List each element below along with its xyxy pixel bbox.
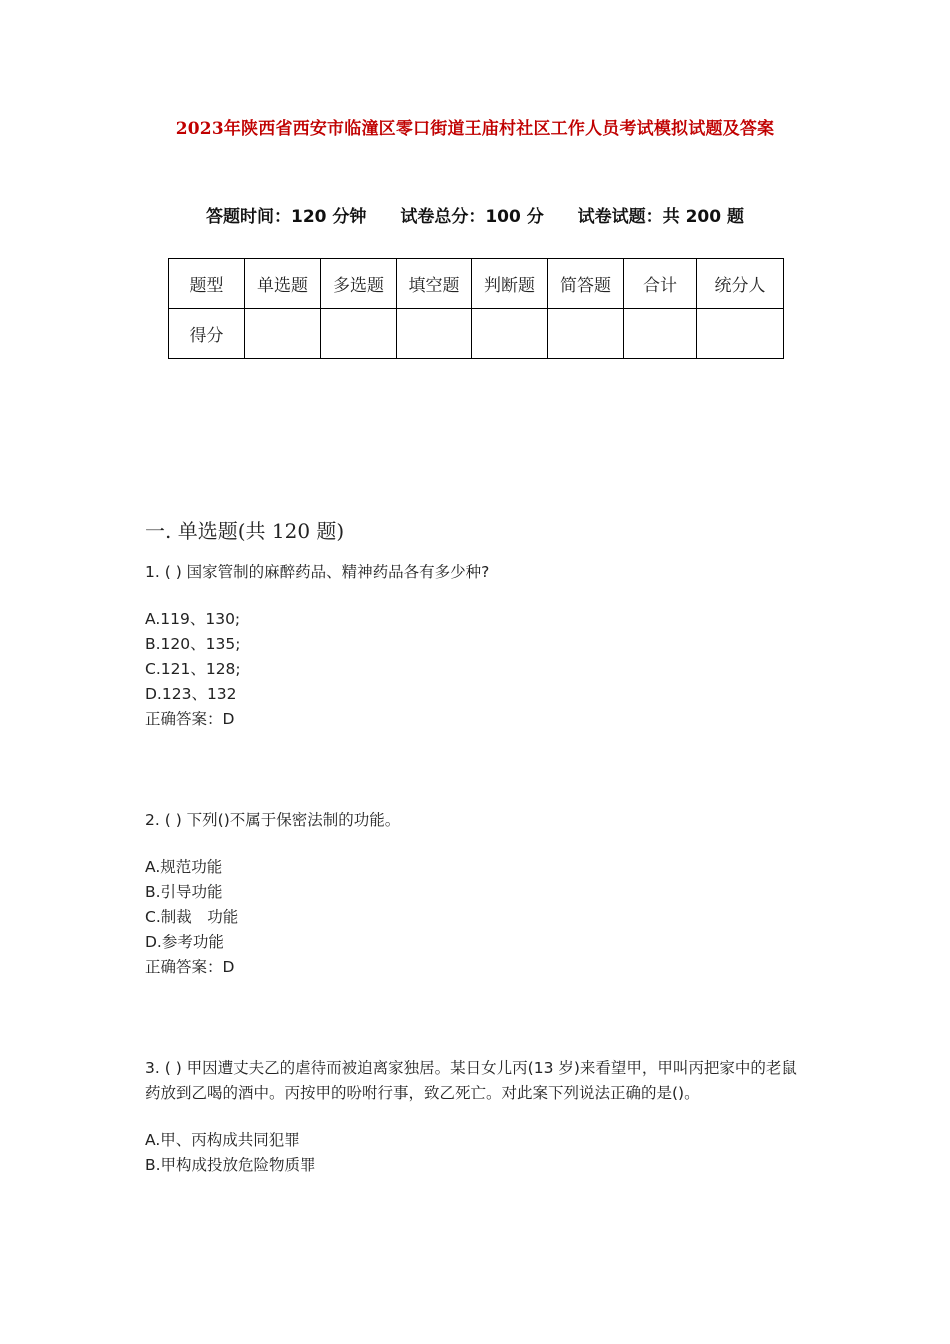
question-1 (145, 560, 810, 732)
score-cell (397, 309, 472, 359)
score-cell (245, 309, 321, 359)
question-option: A.规范功能 (145, 858, 223, 876)
score-cell (624, 309, 697, 359)
question-option: A.甲、丙构成共同犯罪 (145, 1131, 300, 1149)
score-table (168, 258, 784, 359)
score-table-header-cell: 判断题 (472, 259, 548, 309)
exam-meta (0, 202, 950, 227)
score-cell (321, 309, 397, 359)
score-table-header-cell: 多选题 (321, 259, 397, 309)
score-table-row-label: 得分 (169, 309, 245, 359)
question-answer: 正确答案：D (145, 958, 235, 976)
exam-question-count: 试卷试题：共 200 题 (577, 207, 744, 227)
question-3 (145, 1056, 810, 1178)
question-stem: 2. ( ) 下列()不属于保密法制的功能。 (145, 811, 401, 829)
exam-time: 答题时间：120 分钟 (206, 207, 367, 227)
question-option: C.制裁 功能 (145, 908, 239, 926)
score-cell (472, 309, 548, 359)
exam-total-score: 试卷总分：100 分 (400, 207, 544, 227)
score-table-header-row (169, 259, 784, 309)
score-table-score-row (169, 309, 784, 359)
score-table-header-cell: 填空题 (397, 259, 472, 309)
question-option: C.121、128; (145, 660, 241, 678)
document-title: 2023年陕西省西安市临潼区零口街道王庙村社区工作人员考试模拟试题及答案 (175, 119, 775, 139)
question-stem: 1. ( ) 国家管制的麻醉药品、精神药品各有多少种? (145, 563, 490, 581)
question-option: B.引导功能 (145, 883, 223, 901)
question-option: D.123、132 (145, 685, 237, 703)
question-option: D.参考功能 (145, 933, 224, 951)
score-cell (548, 309, 624, 359)
question-option: A.119、130; (145, 610, 241, 628)
question-2 (145, 808, 810, 980)
score-table-header-cell: 简答题 (548, 259, 624, 309)
score-table-header-cell: 统分人 (697, 259, 784, 309)
score-cell (697, 309, 784, 359)
question-option: B.120、135; (145, 635, 241, 653)
section-title: 一. 单选题(共 120 题) (145, 519, 345, 543)
score-table-header-cell: 单选题 (245, 259, 321, 309)
score-table-header-cell: 题型 (169, 259, 245, 309)
question-option: B.甲构成投放危险物质罪 (145, 1156, 316, 1174)
score-table-header-cell: 合计 (624, 259, 697, 309)
question-answer: 正确答案：D (145, 710, 235, 728)
question-stem: 3. ( ) 甲因遭丈夫乙的虐待而被迫离家独居。某日女儿丙(13 岁)来看望甲，甲叫丙把家中的老鼠药放到乙喝的酒中。丙按甲的吩咐行事，致乙死亡。对此案下列说法正确的是()。 (145, 1059, 797, 1102)
